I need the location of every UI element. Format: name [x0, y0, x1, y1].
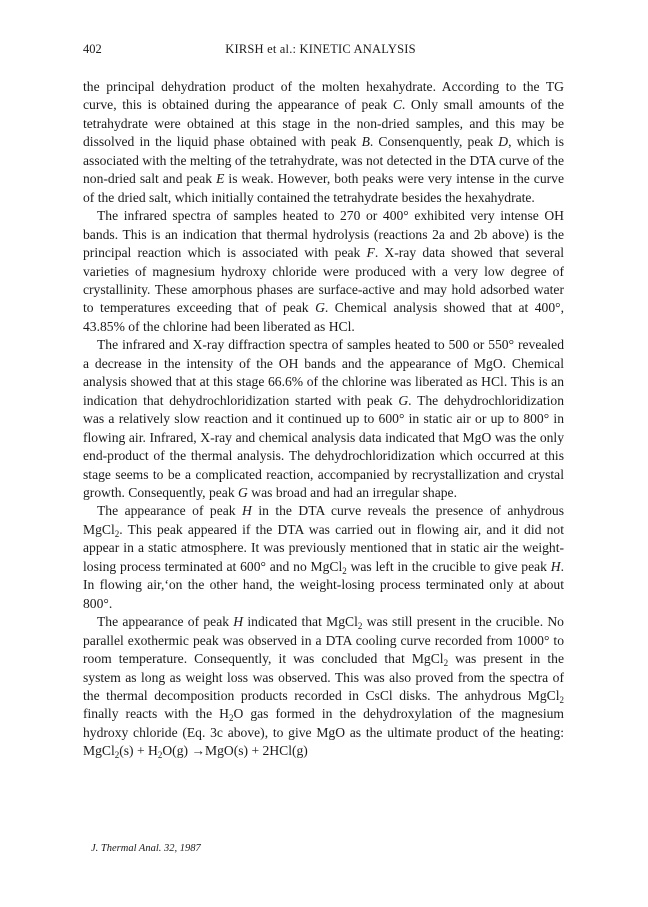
running-head: KIRSH et al.: KINETIC ANALYSIS	[225, 42, 416, 56]
article-body	[83, 78, 564, 761]
paragraph-1: the principal dehydration product of the molten hexahydrate. According to the TG curve, this is obtained during the appearance of peak C. Only small amounts of the tetrahydrate were obtained at this stage in the non-dried samples, and this may be dissolved in the liquid phase obtained with peak B. Consenquently, peak D, which is associated with the melting of the tetrahydrate, was not detected in the DTA curve of the non-dried salt and peak E is weak. However, both peaks were very intense in the curve of the dried salt, which initially contained the tetrahydrate besides the hexahydrate.	[83, 79, 565, 205]
paragraph-4: The appearance of peak H in the DTA curve reveals the presence of anhydrous MgCl$_2$. This peak appeared if the DTA was carried out in flowing air, and it did not appear in a static atmosphere. It was previously mentioned that in static air the weight-losing process terminated at 600° and no MgCl$_2$ was left in the crucible to give peak H. In flowing air,‘on the other hand, the weight-losing process terminated only at about 800°.	[83, 503, 564, 611]
paragraph-5: The appearance of peak H indicated that MgCl$_2$ was still present in the crucible. No parallel exothermic peak was observed in a DTA cooling curve recorded from 1000° to room temperature. Consequently, it was concluded that MgCl$_2$ was present in the system as long as weight loss was observed. This was also proved from the spectra of the thermal decomposition products recorded in CsCl disks. The anhydrous MgCl$_2$ finally reacts with the $H_2O$ gas formed in the dehydroxylation of the magnesium hydroxy chloride (Eq. 3c above), to give MgO as the ultimate product of the heating: MgCl$_2$(s) + $H_2O(g) \to MgO(s) + 2HCl(g)$	[83, 614, 565, 761]
paragraph-3: The infrared and X-ray diffraction spectra of samples heated to 500 or 550° revealed a decrease in the intensity of the OH bands and the appearance of MgO. Chemical analysis showed that at this stage 66.6% of the chlorine was liberated as HCl. This is an indication that dehydrochloridization started with peak G. The dehydrochloridization was a relatively slow reaction and it continued up to 600° in static air or up to 800° in flowing air. Infrared, X-ray and chemical analysis data indicated that MgO was the only end-product of the thermal analysis. The dehydrochloridization which occurred at this stage seems to be a complicated reaction, accompanied by recrystallization and crystal growth. Consequently, peak G was broad and had an irregular shape.	[83, 337, 564, 500]
page-header	[83, 42, 558, 60]
paragraph-2: The infrared spectra of samples heated to 270 or 400° exhibited very intense OH bands. This is an indication that thermal hydrolysis (reactions 2a and 2b above) is the principal reaction which is associated with peak F. X-ray data showed that several varieties of magnesium hydroxy chloride were produced with a very low degree of crystallinity. These amorphous phases are surface-active and may hold adsorbed water to temperatures exceeding that of peak G. Chemical analysis showed that at 400°, 43.85% of the chlorine had been liberated as HCl.	[83, 208, 565, 334]
page-number: 402	[83, 42, 102, 56]
journal-citation: J. Thermal Anal. 32, 1987	[91, 843, 201, 854]
